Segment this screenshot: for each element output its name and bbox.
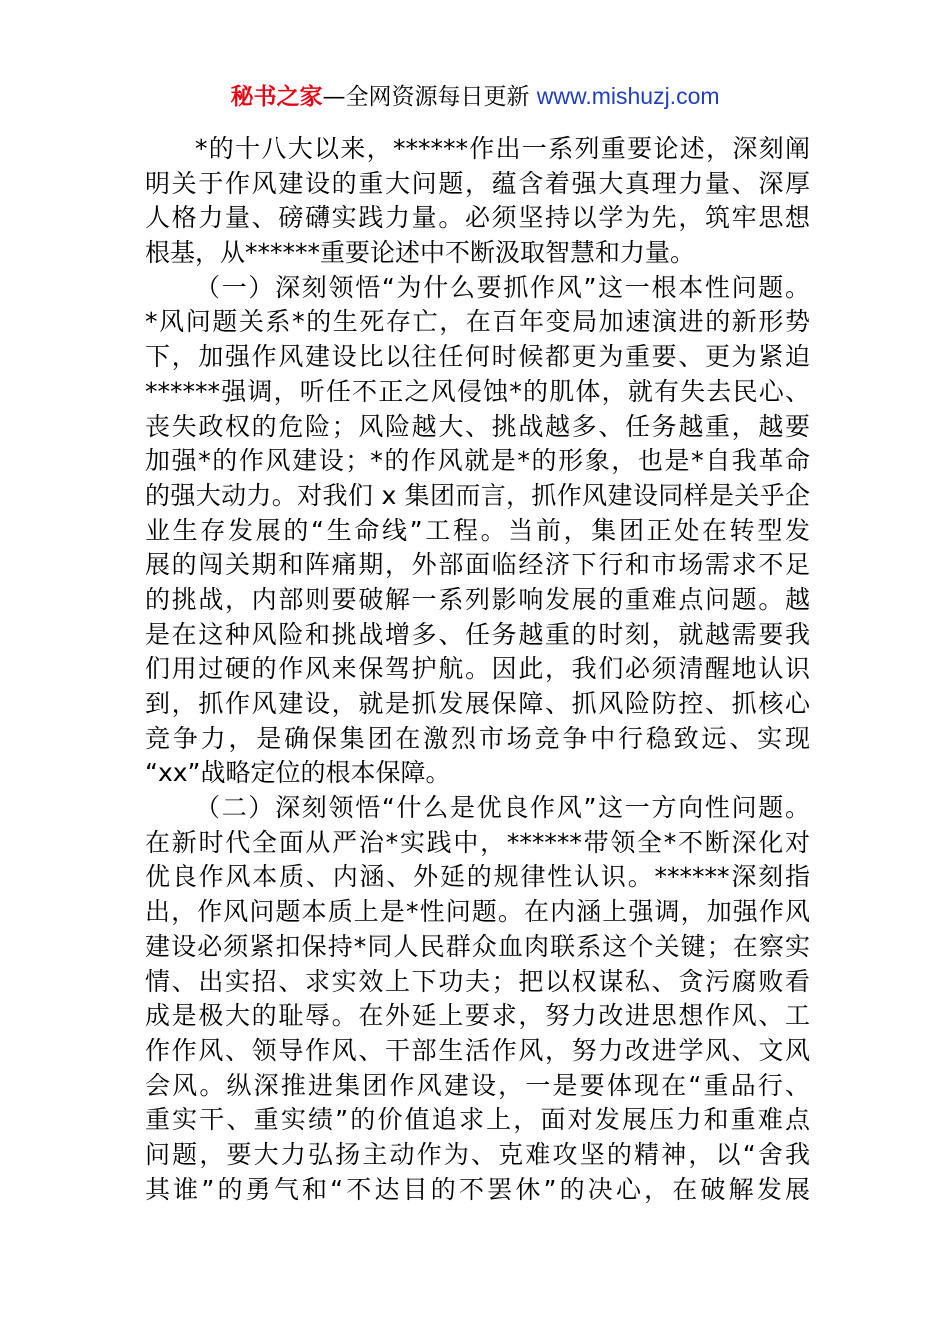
paragraph-2-line-12: 们用过硬的作风来保驾护航。因此，我们必须清醒地认识 (145, 654, 810, 684)
paragraph-2-line-13: 到，抓作风建设，就是抓发展保障、抓风险防控、抓核心 (145, 689, 810, 718)
paragraph-3-line-4: 出，作风问题本质上是*性问题。在内涵上强调，加强作风 (145, 897, 810, 927)
paragraph-3-line-5: 建设必须紧扣保持*同人民群众血肉联系这个关键；在察实 (145, 931, 810, 961)
header-slogan: —全网资源每日更新 (322, 84, 530, 110)
paragraph-2-line-7: 的强大动力。对我们 x 集团而言，抓作风建设同样是关乎企 (145, 480, 810, 510)
paragraph-2-line-15: “xx”战略定位的根本保障。 (145, 758, 451, 788)
header-url-link[interactable]: www.mishuzj.com (536, 83, 720, 109)
paragraph-2-line-9: 展的闯关期和阵痛期，外部面临经济下行和市场需求不足 (145, 550, 810, 580)
paragraph-2-line-3: 下，加强作风建设比以往任何时候都更为重要、更为紧迫 (145, 342, 810, 372)
paragraph-3-line-12: 其谁”的勇气和“不达目的不罢休”的决心，在破解发展 (145, 1174, 810, 1204)
paragraph-2-line-14: 竞争力，是确保集团在激烈市场竞争中行稳致远、实现 (145, 723, 810, 753)
paragraph-2-line-2: *风问题关系*的生死存亡，在百年变局加速演进的新形势 (145, 307, 810, 337)
paragraph-2-line-1: （一）深刻领悟“为什么要抓作风”这一根本性问题。 (195, 272, 810, 302)
paragraph-2-line-6: 加强*的作风建设；*的作风就是*的形象，也是*自我革命 (145, 446, 810, 476)
paragraph-3-line-9: 会风。纵深推进集团作风建设，一是要体现在“重品行、 (145, 1070, 810, 1100)
page-header (0, 80, 950, 113)
header-brand: 秘书之家 (230, 84, 323, 110)
paragraph-2-line-10: 的挑战，内部则要破解一系列影响发展的重难点问题。越 (145, 584, 810, 614)
paragraph-2-line-11: 是在这种风险和挑战增多、任务越重的时刻，就越需要我 (145, 619, 810, 649)
paragraph-1-line-3: 人格力量、磅礴实践力量。必须坚持以学为先，筑牢思想 (145, 203, 810, 233)
paragraph-3-line-3: 优良作风本质、内涵、外延的规律性认识。******深刻指 (145, 862, 810, 892)
paragraph-3-line-1: （二）深刻领悟“什么是优良作风”这一方向性问题。 (195, 793, 810, 823)
paragraph-3-line-6: 情、出实招、求实效上下功夫；把以权谋私、贪污腐败看 (145, 966, 810, 996)
paragraph-3-line-11: 问题，要大力弘扬主动作为、克难攻坚的精神，以“舍我 (145, 1139, 810, 1169)
paragraph-3-line-10: 重实干、重实绩”的价值追求上，面对发展压力和重难点 (145, 1105, 810, 1135)
paragraph-3-line-7: 成是极大的耻辱。在外延上要求，努力改进思想作风、工 (145, 1001, 810, 1031)
paragraph-3-line-2: 在新时代全面从严治*实践中，******带领全*不断深化对 (145, 827, 810, 857)
paragraph-1-line-2: 明关于作风建设的重大问题，蕴含着强大真理力量、深厚 (145, 168, 810, 198)
paragraph-1-line-4: 根基，从******重要论述中不断汲取智慧和力量。 (145, 238, 696, 268)
paragraph-1-line-1: *的十八大以来，******作出一系列重要论述，深刻阐 (195, 134, 810, 163)
paragraph-3-line-8: 作作风、领导作风、干部生活作风，努力改进学风、文风 (145, 1035, 810, 1065)
paragraph-2-line-8: 业生存发展的“生命线”工程。当前，集团正处在转型发 (145, 515, 810, 545)
document-body (145, 132, 810, 1207)
paragraph-2-line-5: 丧失政权的危险；风险越大、挑战越多、任务越重，越要 (145, 411, 810, 441)
paragraph-2-line-4: ******强调，听任不正之风侵蚀*的肌体，就有失去民心、 (145, 376, 810, 406)
